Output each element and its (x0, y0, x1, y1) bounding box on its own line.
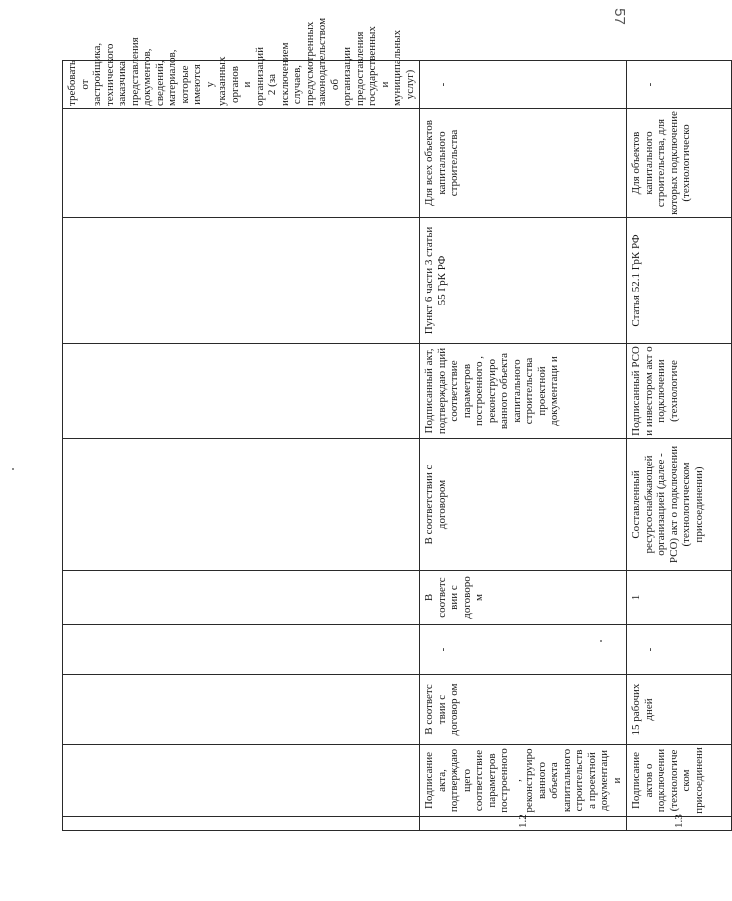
top-row-notes-text: требовать от застройщика, технического заказчика представления документов, сведений, материалов, которые имеются у указанных органов и организаций 2 (за исключением случаев, предусмотренных законодательством об организации предоставления государственных и муниципальных услуг) (66, 17, 416, 106)
col3-cell (627, 625, 732, 675)
applicability-cell: Для объектов капитального строительства, для которых подключение (технологическо (627, 109, 732, 218)
top-cell-notes (63, 17, 420, 109)
col4-cell: В соответс вии с договоро м (420, 571, 627, 625)
scan-speck (12, 468, 14, 470)
dash-text: - (437, 647, 449, 652)
top-cell-term (63, 675, 420, 745)
table-row (420, 61, 627, 831)
scan-speck (600, 640, 602, 642)
term-cell: В соответс твии с договор ом (420, 675, 627, 745)
legal-basis-cell: Статья 52.1 ГрК РФ (627, 218, 732, 344)
top-cell-col3 (63, 625, 420, 675)
dash-text: - (644, 647, 656, 652)
top-cell-num (63, 817, 420, 831)
page-number: 57 (611, 8, 629, 25)
legal-basis-cell: Пункт 6 части 3 статьи 55 ГрК РФ (420, 218, 627, 344)
doc-basis-cell: В соответствии с договором (420, 439, 627, 571)
top-cell-result (63, 344, 420, 439)
row-number: 1.2 (420, 817, 627, 831)
dash-text: - (437, 82, 449, 87)
stage-cell: Подписание актов о подключении (технологиче ском присоединени (627, 745, 732, 817)
notes-cell (627, 61, 732, 109)
top-cell-stage (63, 745, 420, 817)
table-row (627, 61, 732, 831)
rotated-table-page (62, 17, 705, 831)
dash-text: - (644, 82, 656, 87)
term-cell: 15 рабочих дней (627, 675, 732, 745)
notes-cell (420, 61, 627, 109)
regulation-table (62, 17, 732, 831)
applicability-cell: Для всех объектов капитального строительства (420, 109, 627, 218)
result-cell: Подписанный РСО и инвестором акт о подключении (технологиче (627, 344, 732, 439)
col4-cell: 1 (627, 571, 732, 625)
col3-cell (420, 625, 627, 675)
row-number: 1.3 (627, 817, 732, 831)
stage-cell: Подписание акта, подтверждаю щего соответствие параметров построенного , реконструиро ванного объекта капитального строительств а проектной документаци и (420, 745, 627, 817)
doc-basis-cell: Составленный ресурсоснабжающей организацией (далее - РСО) акт о подключении (технологическом присоединении) (627, 439, 732, 571)
top-cell-applicability (63, 109, 420, 218)
top-cell-legal-basis (63, 218, 420, 344)
result-cell: Подписанный акт, подтверждаю щий соответствие параметров построенного , реконструиро ванного объекта капитального строительства проектной документаци и (420, 344, 627, 439)
table-row-top (63, 61, 420, 831)
top-cell-col4 (63, 571, 420, 625)
top-cell-doc-basis (63, 439, 420, 571)
